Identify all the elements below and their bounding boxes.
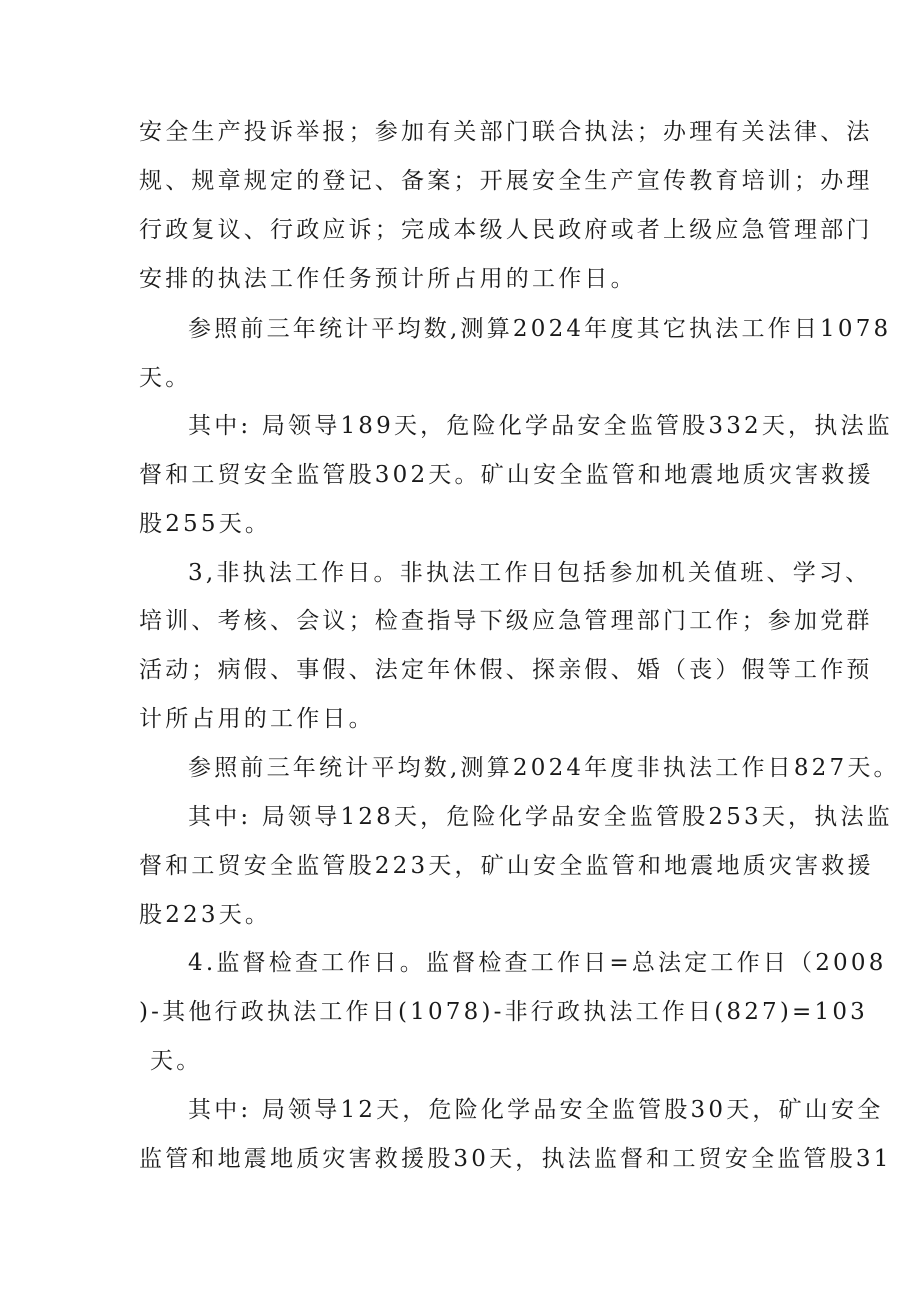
text-line: 天。 [150, 1048, 203, 1074]
text-line: 督和工贸安全监管股302天。矿山安全监管和地震地质灾害救援 [139, 462, 874, 488]
text-line: 4.监督检查工作日。监督检查工作日=总法定工作日（2008 [188, 950, 887, 976]
text-line: 安排的执法工作任务预计所占用的工作日。 [139, 266, 637, 292]
text-line: 安全生产投诉举报；参加有关部门联合执法；办理有关法律、法 [139, 119, 873, 145]
text-line: 规、规章规定的登记、备案；开展安全生产宣传教育培训；办理 [139, 168, 873, 194]
text-line: 参照前三年统计平均数,测算2024年度非执法工作日827天。 [188, 755, 900, 781]
text-line: 3,非执法工作日。非执法工作日包括参加机关值班、学习、 [188, 560, 872, 586]
text-line: 股223天。 [139, 902, 272, 928]
text-line: 天。 [139, 365, 192, 391]
text-line: 行政复议、行政应诉；完成本级人民政府或者上级应急管理部门 [139, 217, 873, 243]
text-line: 督和工贸安全监管股223天，矿山安全监管和地震地质灾害救援 [139, 853, 874, 879]
text-line: )-其他行政执法工作日(1078)-非行政执法工作日(827)=103 [139, 999, 869, 1025]
text-line: 其中: 局领导189天，危险化学品安全监管股332天，执法监 [188, 413, 893, 439]
text-line: 其中: 局领导128天，危险化学品安全监管股253天，执法监 [188, 804, 893, 830]
text-line: 其中: 局领导12天，危险化学品安全监管股30天，矿山安全 [188, 1097, 884, 1123]
text-line: 参照前三年统计平均数,测算2024年度其它执法工作日1078 [188, 316, 892, 342]
text-line: 监管和地震地质灾害救援股30天，执法监督和工贸安全监管股31 [139, 1146, 892, 1172]
text-line: 培训、考核、会议；检查指导下级应急管理部门工作；参加党群 [139, 608, 873, 634]
text-line: 股255天。 [139, 511, 272, 537]
text-line: 计所占用的工作日。 [139, 706, 375, 732]
text-line: 活动；病假、事假、法定年休假、探亲假、婚（丧）假等工作预 [139, 657, 873, 683]
